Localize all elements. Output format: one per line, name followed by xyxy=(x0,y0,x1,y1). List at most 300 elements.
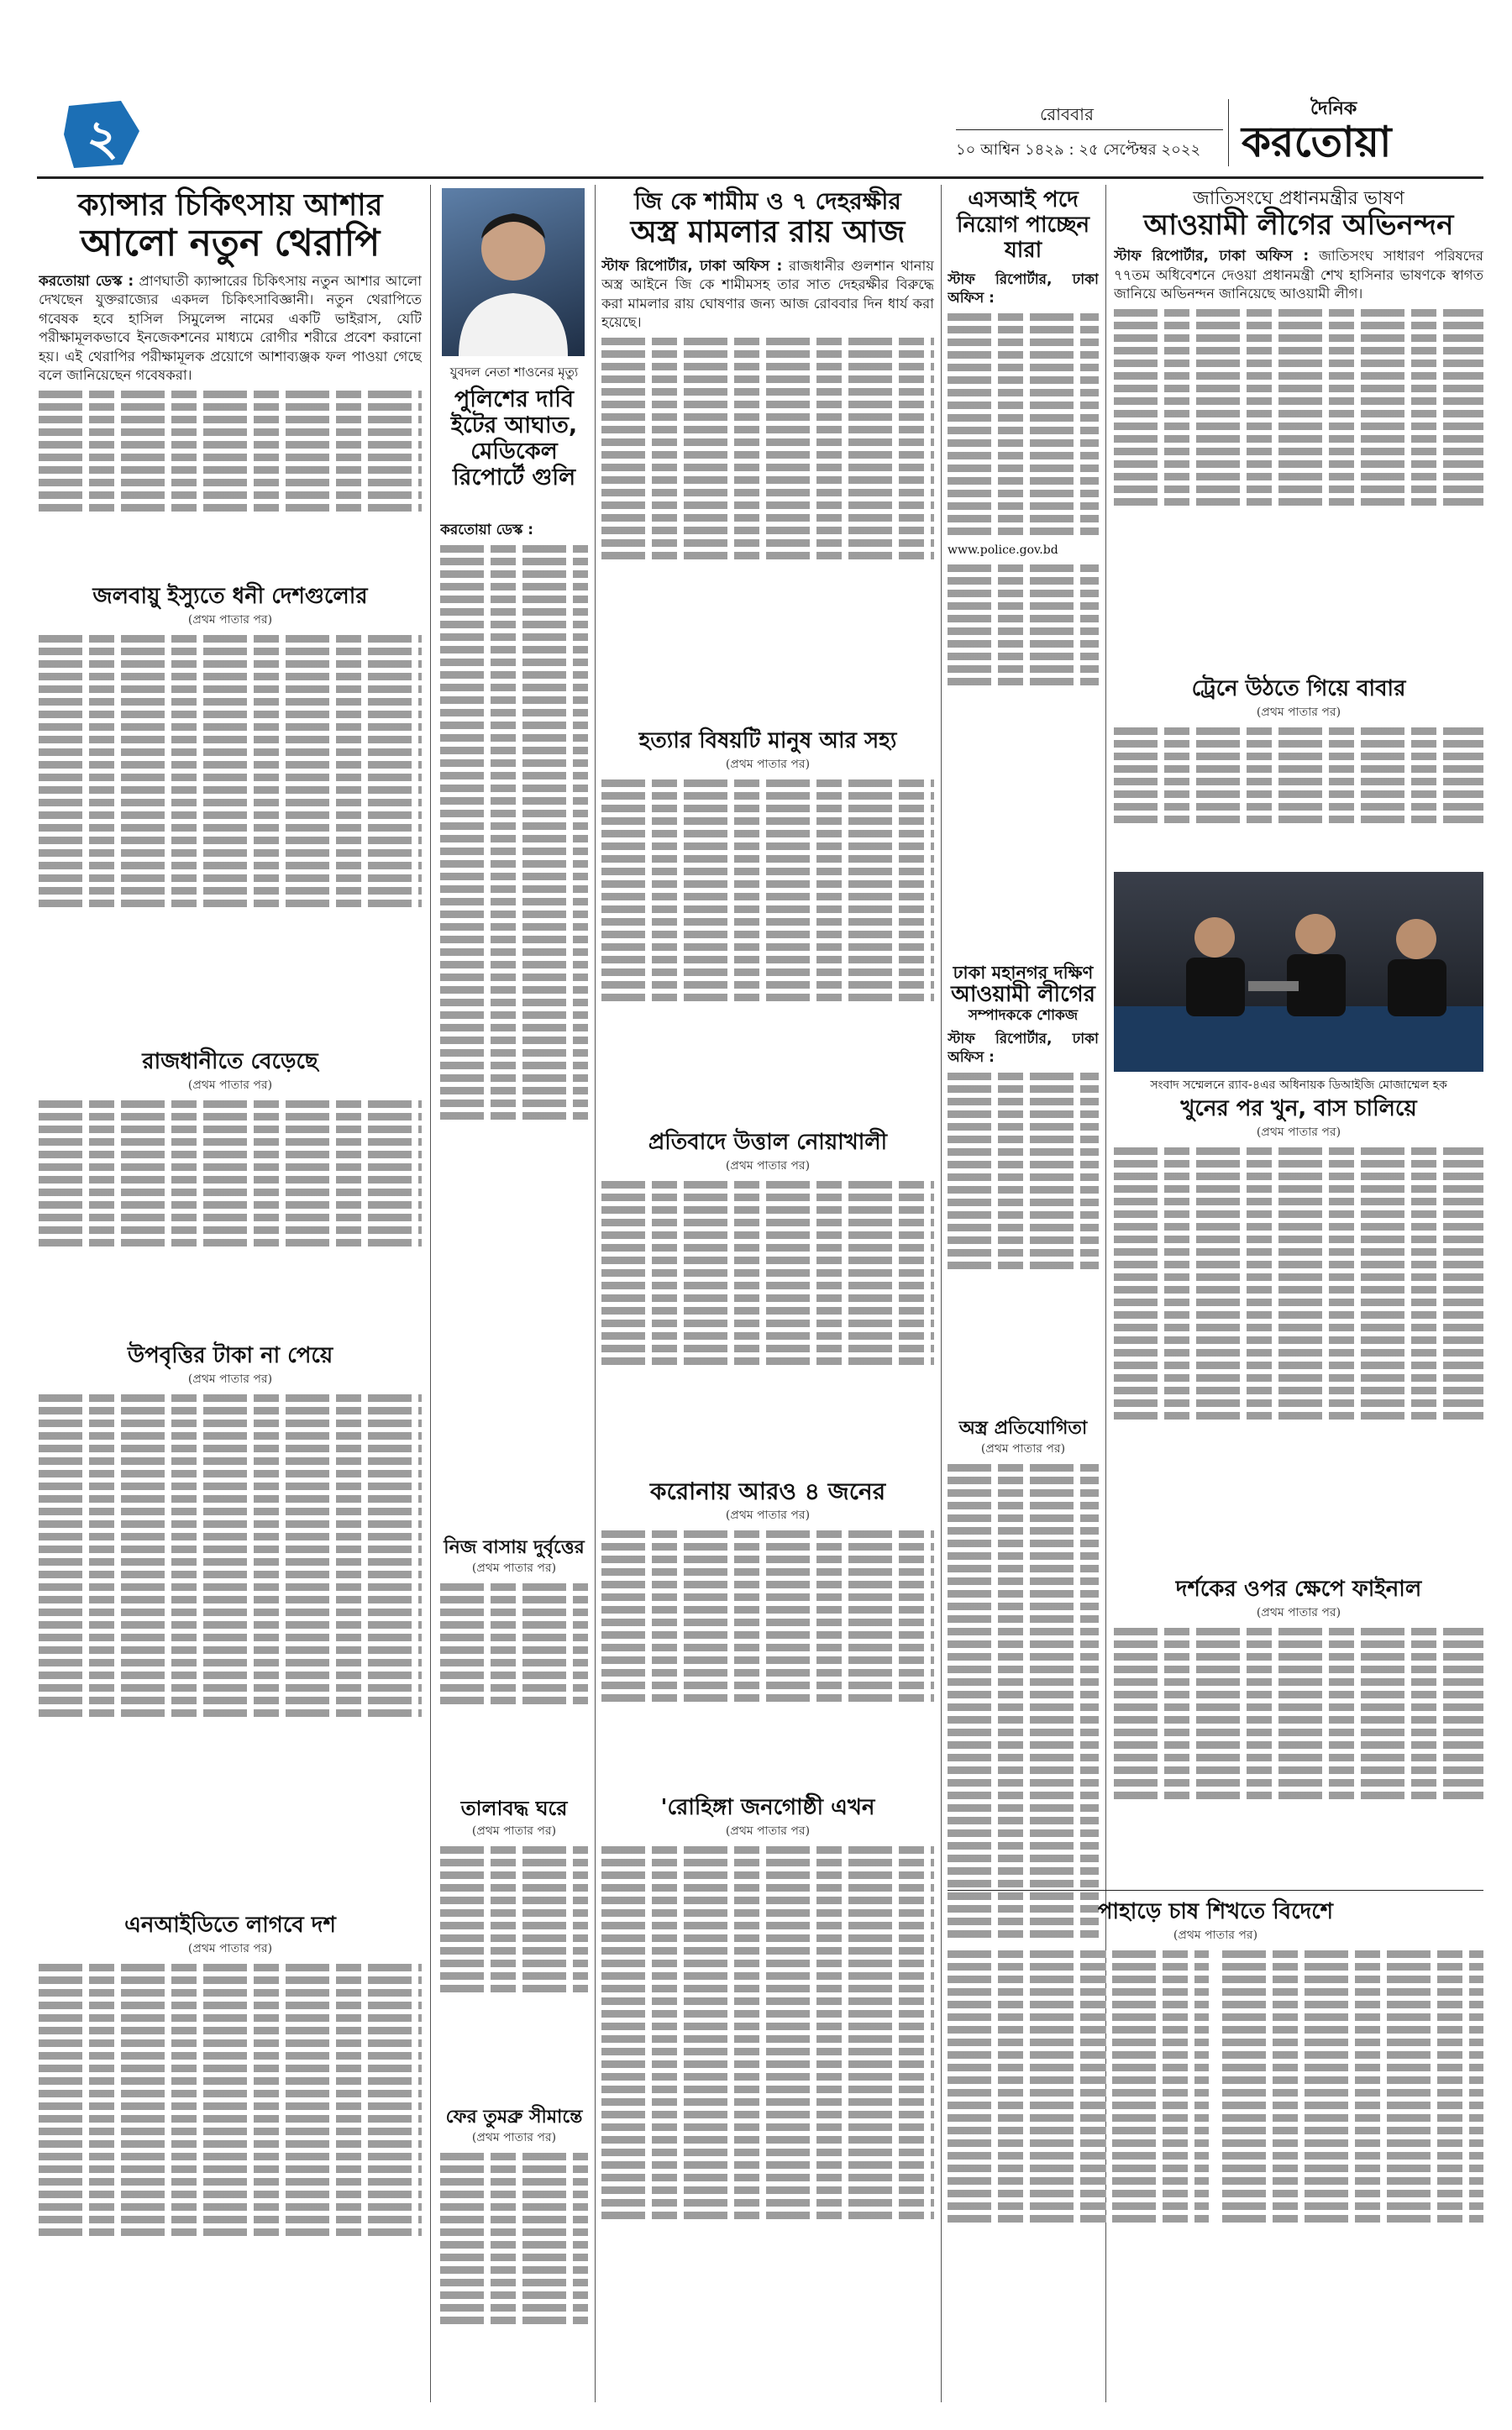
body-text xyxy=(440,1011,588,1019)
body-text xyxy=(601,968,934,976)
body-text xyxy=(1114,765,1483,773)
body-text xyxy=(948,2177,1209,2185)
body-text xyxy=(1114,1273,1483,1281)
body-text xyxy=(39,1672,422,1679)
body-text xyxy=(440,1100,588,1107)
body-text xyxy=(39,774,422,781)
body-text xyxy=(948,1236,1099,1244)
body-text xyxy=(601,413,934,421)
article-noakhali xyxy=(601,1131,934,1487)
body-text xyxy=(1222,2139,1483,2147)
body-text xyxy=(948,615,1099,622)
body-text xyxy=(440,2241,588,2249)
body-text xyxy=(440,1897,588,1904)
body-text xyxy=(601,868,934,875)
byline: স্টাফ রিপোর্টার, ঢাকা অফিস : xyxy=(601,257,783,275)
body-text xyxy=(1222,2076,1483,2084)
body-text xyxy=(601,2149,934,2156)
body-text xyxy=(601,779,934,787)
body-text xyxy=(948,1678,1099,1686)
headline: জি কে শামীম ও ৭ দেহরক্ষীর xyxy=(634,187,901,215)
body-text xyxy=(601,1656,934,1664)
body-text xyxy=(39,1621,422,1629)
body-text xyxy=(1114,1160,1483,1168)
body-text xyxy=(39,799,422,806)
title: এনআইডিতে লাগবে দশ xyxy=(124,1913,336,1938)
body-text xyxy=(440,570,588,578)
title: ট্রেনে উঠতে গিয়ে বাবার xyxy=(1191,676,1406,701)
body-text xyxy=(440,1922,588,1929)
body-text xyxy=(948,1842,1099,1850)
body-text xyxy=(39,1176,422,1184)
body-text xyxy=(1114,1261,1483,1268)
body-text xyxy=(440,1659,588,1666)
body-text xyxy=(39,1976,422,1984)
body-text xyxy=(601,1606,934,1614)
headline: অস্ত্র মামলার রায় আজ xyxy=(630,215,906,250)
body-text xyxy=(948,564,1099,572)
body-text xyxy=(39,648,422,655)
body-text xyxy=(601,1332,934,1340)
body-text xyxy=(601,1294,934,1302)
body-text xyxy=(39,862,422,869)
body-text xyxy=(1114,816,1483,823)
body-text xyxy=(440,671,588,679)
body-text xyxy=(1222,2102,1483,2109)
body-text xyxy=(39,1483,422,1490)
article-mountain xyxy=(948,1900,1483,2416)
body-text xyxy=(948,2202,1209,2210)
headline: আওয়ামী লীগের অভিনন্দন xyxy=(1143,208,1454,243)
body-text xyxy=(948,1804,1099,1812)
kicker: জাতিসংঘে প্রধানমন্ত্রীর ভাষণ xyxy=(1193,188,1404,209)
body-text xyxy=(440,822,588,830)
body-text xyxy=(1114,498,1483,506)
body-text xyxy=(39,1432,422,1440)
body-text xyxy=(948,1741,1099,1749)
body-text xyxy=(948,653,1099,660)
lead: রাজধানীর গুলশান থানায় অস্ত্র আইনে জি কে শামীমসহ তার সাত দেহরক্ষীর বিরুদ্ধে করা মামলার রায় ঘোষণার জন্য আজ রোববার দিন ধার্য করা হয়েছে। xyxy=(601,257,934,331)
body-text xyxy=(1114,334,1483,342)
body-text xyxy=(39,1697,422,1704)
article-stipend xyxy=(39,1344,422,1902)
body-text xyxy=(39,761,422,769)
subhead: সম্পাদককে শোকজ xyxy=(968,1007,1079,1025)
body-text xyxy=(948,389,1099,396)
body-text xyxy=(1222,2177,1483,2185)
title: 'রোহিঙ্গা জনগোষ্ঠী এখন xyxy=(660,1795,875,1820)
body-text xyxy=(39,1558,422,1566)
body-text xyxy=(601,792,934,800)
body-text xyxy=(601,375,934,383)
body-text xyxy=(440,2304,588,2312)
body-text xyxy=(1222,2026,1483,2034)
body-text xyxy=(1114,1640,1483,1648)
body-text xyxy=(39,887,422,895)
body-text xyxy=(39,391,422,398)
body-text xyxy=(948,1829,1099,1837)
body-text xyxy=(948,527,1099,535)
jump-line: (প্রথম পাতার পর) xyxy=(725,1509,811,1523)
body-text xyxy=(1114,753,1483,760)
body-text xyxy=(39,1163,422,1171)
body-text xyxy=(601,2136,934,2144)
body-text xyxy=(601,2098,934,2106)
body-text xyxy=(1114,1754,1483,1761)
lead: প্রাণঘাতী ক্যান্সারের চিকিৎসায় নতুন আশার আলো দেখছেন যুক্তরাজ্যের একদল চিকিৎসাবিজ্ঞানী। নতুন থেরাপিতে গবেষক হবে হাসিল সিমুলেন্স নামের একটি ভাইরাস, যেটি পরীক্ষামূলকভাবে ইনজেকশনের মাধ্যমে রোগীর শরীরে প্রবেশ করানো হয়। এই থেরাপির পরীক্ষামূলক প্রয়োগে আশাব্যঞ্জক ফল পাওয়া গেছে বলে জানিয়েছেন গবেষকরা। xyxy=(39,272,422,384)
body-text xyxy=(948,1110,1099,1118)
body-text xyxy=(440,1596,588,1603)
body-text xyxy=(601,1997,934,2005)
body-text xyxy=(601,2123,934,2131)
body-text xyxy=(1114,1399,1483,1407)
body-text xyxy=(440,747,588,754)
body-text xyxy=(601,2186,934,2194)
body-text xyxy=(948,1950,1209,1958)
body-text xyxy=(1222,1976,1483,1983)
body-text xyxy=(1222,2114,1483,2122)
body-text xyxy=(601,388,934,396)
body-text xyxy=(1114,473,1483,480)
column-divider xyxy=(595,185,596,2402)
article-crowd xyxy=(1114,1577,1483,1900)
body-text xyxy=(948,590,1099,597)
body-text xyxy=(39,1684,422,1692)
body-text xyxy=(1114,1792,1483,1799)
body-text xyxy=(39,837,422,844)
body-text xyxy=(601,2023,934,2030)
body-text xyxy=(440,1684,588,1692)
body-text xyxy=(440,1846,588,1854)
body-text xyxy=(948,1161,1099,1168)
page-number: ২ xyxy=(87,109,118,166)
body-text xyxy=(39,1609,422,1616)
body-text xyxy=(39,416,422,423)
jump-line: (প্রথম পাতার পর) xyxy=(471,1824,557,1838)
body-text xyxy=(601,2060,934,2068)
body-text xyxy=(601,1884,934,1892)
article-cancer xyxy=(39,188,422,517)
body-text xyxy=(39,2027,422,2034)
title: রাজধানীতে বেড়েছে xyxy=(142,1049,318,1074)
body-text xyxy=(601,1859,934,1866)
body-text xyxy=(39,2065,422,2072)
body-text xyxy=(39,1214,422,1221)
body-text xyxy=(39,2178,422,2186)
body-text xyxy=(948,1590,1099,1598)
body-text xyxy=(39,1964,422,1971)
body-text xyxy=(1114,460,1483,468)
body-text xyxy=(440,797,588,805)
body-text xyxy=(1114,1691,1483,1698)
body-text xyxy=(1114,410,1483,417)
body-text xyxy=(1114,360,1483,367)
body-text xyxy=(1114,740,1483,748)
body-text xyxy=(440,860,588,868)
body-text xyxy=(601,1194,934,1201)
body-text xyxy=(39,2203,422,2211)
body-text xyxy=(440,1909,588,1917)
body-text xyxy=(948,376,1099,384)
article-train xyxy=(1114,677,1483,882)
body-text xyxy=(601,893,934,900)
body-text xyxy=(948,452,1099,459)
body-text xyxy=(948,490,1099,497)
website-link[interactable]: www.police.gov.bd xyxy=(948,543,1058,557)
body-text xyxy=(39,1100,422,1108)
body-text xyxy=(948,602,1099,610)
body-text xyxy=(948,1073,1099,1080)
body-text xyxy=(948,1792,1099,1799)
body-text xyxy=(601,1694,934,1702)
body-text xyxy=(601,1543,934,1551)
body-text xyxy=(948,1186,1099,1194)
body-text xyxy=(39,635,422,643)
body-text xyxy=(948,2190,1209,2197)
body-text xyxy=(39,2140,422,2148)
body-text xyxy=(1114,1666,1483,1673)
body-text xyxy=(39,2228,422,2236)
body-text xyxy=(1114,422,1483,430)
body-text xyxy=(440,898,588,905)
article-capital xyxy=(39,1050,422,1339)
body-text xyxy=(440,608,588,616)
jump-line: (প্রথম পাতার পর) xyxy=(1256,705,1341,719)
body-text xyxy=(948,1615,1099,1623)
body-text xyxy=(948,1766,1099,1774)
body-text xyxy=(601,830,934,837)
body-text xyxy=(948,678,1099,685)
body-text xyxy=(39,1420,422,1427)
body-text xyxy=(440,2178,588,2186)
press-conference-photo xyxy=(1114,872,1483,1072)
body-text xyxy=(948,1892,1099,1900)
headline: ঢাকা মহানগর দক্ষিণ xyxy=(953,963,1094,983)
body-text xyxy=(948,326,1099,333)
body-text xyxy=(440,2291,588,2299)
body-text xyxy=(601,1257,934,1264)
body-text xyxy=(601,1282,934,1289)
body-text xyxy=(440,785,588,792)
jump-line: (প্রথম পাতার পর) xyxy=(725,1158,811,1173)
body-text xyxy=(948,427,1099,434)
body-text xyxy=(39,1151,422,1158)
body-text xyxy=(948,1540,1099,1547)
body-text xyxy=(948,577,1099,585)
body-text xyxy=(440,722,588,729)
body-text xyxy=(440,646,588,653)
article-rally xyxy=(39,585,422,1050)
body-text xyxy=(39,1520,422,1528)
body-text xyxy=(948,1577,1099,1585)
body-text xyxy=(39,1571,422,1578)
body-text xyxy=(1222,2152,1483,2160)
body-text xyxy=(948,2076,1209,2084)
title: দর্শকের ওপর ক্ষেপে ফাইনাল xyxy=(1175,1577,1422,1602)
body-text xyxy=(601,2199,934,2207)
column-divider xyxy=(941,185,942,2402)
body-text xyxy=(39,1989,422,1997)
body-text xyxy=(1222,2165,1483,2172)
body-text xyxy=(440,2216,588,2223)
body-text xyxy=(440,1621,588,1629)
body-text xyxy=(39,1457,422,1465)
body-text xyxy=(601,1985,934,1992)
body-text xyxy=(948,1085,1099,1093)
jump-line: (প্রথম পাতার পর) xyxy=(187,1078,273,1092)
body-text xyxy=(601,994,934,1001)
body-text xyxy=(948,2089,1209,2097)
body-text xyxy=(39,1201,422,1209)
body-text xyxy=(948,1224,1099,1231)
body-text xyxy=(601,1972,934,1980)
body-text xyxy=(948,627,1099,635)
body-text xyxy=(440,1024,588,1031)
body-text xyxy=(601,1922,934,1929)
body-text xyxy=(601,489,934,496)
body-text xyxy=(1114,448,1483,455)
body-text xyxy=(948,2026,1209,2034)
body-text xyxy=(948,2001,1209,2008)
title: খুনের পর খুন, বাস চালিয়ে xyxy=(1180,1096,1417,1121)
body-text xyxy=(440,1062,588,1069)
body-text xyxy=(601,1244,934,1252)
body-text xyxy=(601,363,934,370)
body-text xyxy=(39,403,422,411)
youth-caption: যুবদল নেতা শাওনের মৃত্যু xyxy=(449,365,579,380)
body-text xyxy=(948,351,1099,359)
body-text xyxy=(39,2102,422,2110)
body-text xyxy=(948,1716,1099,1724)
body-text xyxy=(601,1934,934,1942)
body-text xyxy=(948,2039,1209,2046)
title: নিজ বাসায় দুর্বৃত্তের xyxy=(444,1537,585,1558)
body-text xyxy=(601,1320,934,1327)
body-text xyxy=(39,2039,422,2047)
body-text xyxy=(1114,1311,1483,1319)
body-text xyxy=(601,552,934,559)
body-text xyxy=(440,2254,588,2261)
body-text xyxy=(1222,2215,1483,2223)
body-text xyxy=(440,1074,588,1082)
body-text xyxy=(601,1357,934,1365)
body-text xyxy=(39,1470,422,1477)
body-text xyxy=(440,684,588,691)
body-text xyxy=(601,1619,934,1626)
body-text xyxy=(601,2010,934,2018)
title: ফের তুমব্রু সীমান্তে xyxy=(445,2107,583,2128)
body-text xyxy=(39,660,422,668)
body-text xyxy=(601,2111,934,2118)
body-text xyxy=(948,2013,1209,2021)
body-text xyxy=(39,2002,422,2009)
body-text xyxy=(948,1464,1099,1472)
body-text xyxy=(440,759,588,767)
body-text xyxy=(440,986,588,994)
body-text xyxy=(948,2102,1209,2109)
body-text xyxy=(39,1533,422,1540)
article-corona xyxy=(601,1478,934,1803)
body-text xyxy=(39,1394,422,1402)
body-text xyxy=(440,2153,588,2160)
body-text xyxy=(601,338,934,345)
body-text xyxy=(440,1960,588,1967)
body-text xyxy=(601,476,934,484)
body-text xyxy=(39,2090,422,2097)
body-text xyxy=(440,1634,588,1641)
body-text xyxy=(948,1988,1209,1996)
body-text xyxy=(1222,2039,1483,2046)
body-text xyxy=(601,2174,934,2181)
body-text xyxy=(948,1502,1099,1509)
youth-portrait-photo xyxy=(442,188,585,356)
body-text xyxy=(440,558,588,565)
body-text xyxy=(948,1603,1099,1610)
body-text xyxy=(1114,1653,1483,1661)
body-text xyxy=(601,1219,934,1226)
body-text xyxy=(440,999,588,1006)
body-text xyxy=(1222,2064,1483,2071)
body-text xyxy=(1222,2051,1483,2059)
jump-line: (প্রথম পাতার পর) xyxy=(187,612,273,627)
body-text xyxy=(1114,435,1483,443)
body-text xyxy=(948,477,1099,485)
jump-line: (প্রথম পাতার পর) xyxy=(725,757,811,771)
body-text xyxy=(1222,2190,1483,2197)
body-text xyxy=(601,956,934,963)
body-text xyxy=(39,2077,422,2085)
article-gk xyxy=(601,188,934,727)
body-text xyxy=(601,2048,934,2055)
body-text xyxy=(440,810,588,817)
body-text xyxy=(601,401,934,408)
jump-line: (প্রথম পাতার পর) xyxy=(1256,1605,1341,1619)
body-text xyxy=(39,441,422,449)
body-text xyxy=(601,1631,934,1639)
body-text xyxy=(39,748,422,756)
body-text xyxy=(1114,1299,1483,1306)
body-text xyxy=(440,1646,588,1654)
body-text xyxy=(39,2191,422,2198)
body-text xyxy=(1114,1716,1483,1724)
body-text xyxy=(948,1148,1099,1156)
jump-line: (প্রথম পাতার পর) xyxy=(471,2131,557,2145)
body-text xyxy=(948,1754,1099,1761)
body-text xyxy=(601,855,934,863)
body-text xyxy=(39,723,422,731)
body-text xyxy=(1114,372,1483,380)
body-text xyxy=(440,2317,588,2324)
body-text xyxy=(601,1269,934,1277)
body-text xyxy=(1114,1766,1483,1774)
body-text xyxy=(601,539,934,547)
masthead-divider xyxy=(1228,99,1229,166)
masthead-rule xyxy=(37,176,1483,179)
press-conference-scene-icon xyxy=(1114,872,1483,1072)
body-text xyxy=(440,885,588,893)
body-text xyxy=(1114,1628,1483,1635)
body-text xyxy=(601,842,934,850)
body-text xyxy=(1222,1963,1483,1971)
body-text xyxy=(948,1976,1209,1983)
body-text xyxy=(39,1634,422,1641)
body-text xyxy=(39,491,422,499)
body-text xyxy=(601,1947,934,1955)
body-text xyxy=(440,772,588,779)
body-text xyxy=(39,1138,422,1146)
body-text xyxy=(39,786,422,794)
body-text xyxy=(39,1495,422,1503)
